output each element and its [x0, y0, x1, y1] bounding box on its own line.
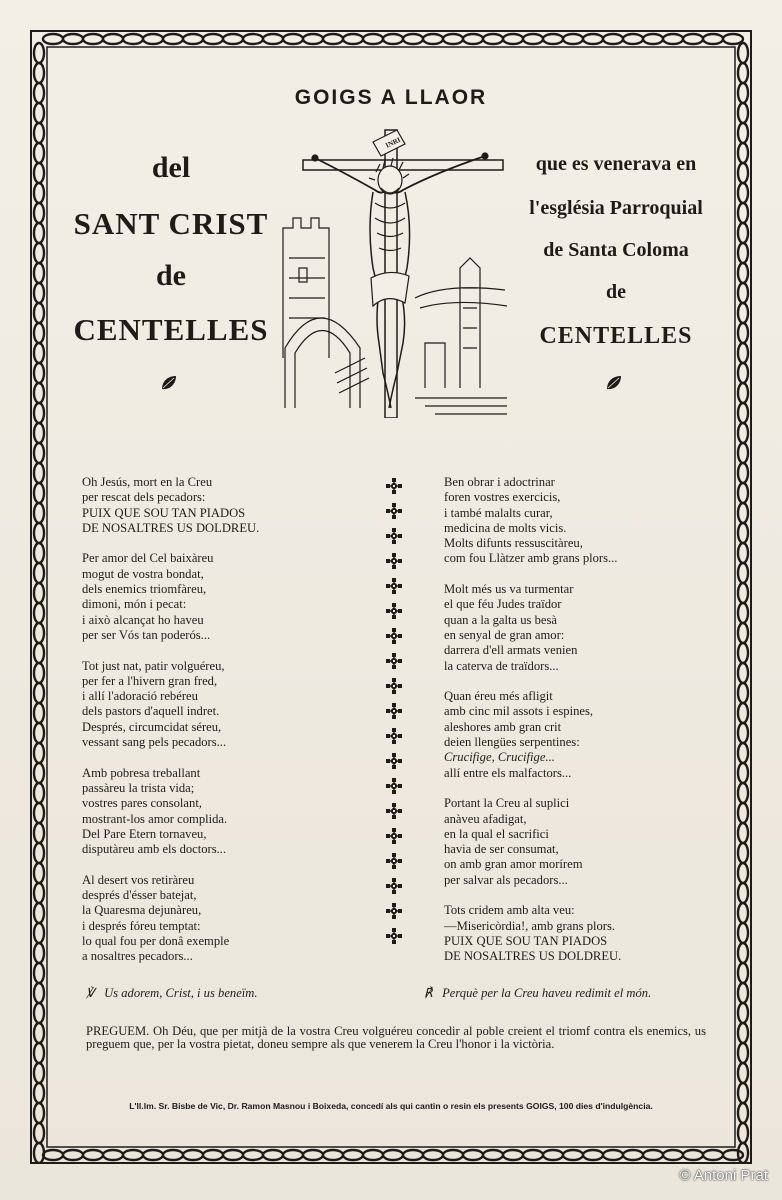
ornament-icon — [386, 653, 402, 669]
versicle-mark-icon: ℣ — [86, 986, 95, 1000]
verse-line: medicina de molts vicis. — [444, 520, 567, 535]
ornament-icon — [386, 603, 402, 619]
verse-line: el que féu Judes traïdor — [444, 597, 562, 612]
left-heading — [66, 150, 276, 358]
verse-line: com fou Llàtzer amb grans plors... — [444, 551, 618, 566]
right-heading — [506, 150, 726, 349]
stanza — [444, 796, 744, 888]
verse-line: deien llengües serpentines: — [444, 735, 580, 750]
verse-line: Quan éreu més afligit — [444, 689, 553, 704]
verse-line: dels pastors d'aquell indret. — [82, 704, 220, 719]
leaf-ornament-icon — [605, 375, 623, 391]
left-heading-line: de — [156, 259, 186, 292]
ornament-icon — [386, 878, 402, 894]
ornament-icon — [386, 478, 402, 494]
response — [424, 985, 651, 1001]
versicle-text: Us adorem, Crist, i us beneïm. — [104, 986, 258, 1000]
left-heading-line: del — [151, 151, 191, 184]
left-heading-line: CENTELLES — [73, 312, 269, 347]
verse-line: Portant la Creu al suplici — [444, 796, 570, 811]
verse-line: lo qual fou per donâ exemple — [82, 933, 230, 948]
indulgence-note: L'Il.lm. Sr. Bisbe de Vic, Dr. Ramon Masnou i Boixeda, concedí als qui cantin o resin els presents GOIGS, 100 dies d'indulgència. — [129, 1101, 653, 1111]
verse-line: —Misericòrdia!, amb grans plors. — [444, 918, 616, 933]
verse-line: i allí l'adoració rebéreu — [82, 689, 198, 704]
verse-line: a nosaltres pecadors... — [82, 949, 193, 964]
stanza — [444, 903, 744, 964]
leaf-ornament-icon — [160, 375, 178, 391]
left-heading-line: SANT CRIST — [73, 206, 269, 241]
stanza — [82, 475, 372, 536]
verse-line: en senyal de gran amor: — [444, 627, 565, 642]
verse-line: Del Pare Etern tornaveu, — [82, 826, 207, 841]
right-heading-line: de Santa Coloma — [543, 239, 689, 261]
right-heading-line: de — [606, 281, 626, 303]
verse-line: mostrant-los amor complida. — [82, 811, 228, 826]
verse-line: Al desert vos retiràreu — [82, 872, 195, 887]
ornament-column — [386, 478, 404, 953]
verse-line: passàreu la trista vida; — [82, 780, 195, 795]
stanza — [444, 582, 744, 674]
right-heading-line: l'església Parroquial — [529, 197, 703, 219]
verse-line: Oh Jesús, mort en la Creu — [82, 475, 213, 489]
verses-left-column — [82, 475, 372, 980]
verse-line: per rescat dels pecadors: — [82, 490, 206, 505]
copyright-watermark: © Antoni Prat — [679, 1167, 768, 1184]
ornament-icon — [386, 578, 402, 594]
ornament-icon — [386, 553, 402, 569]
verse-line: darrera d'ell armats venien — [444, 643, 578, 658]
verse-line: i això alcançat ho haveu — [82, 612, 204, 627]
verse-line: per fer a l'hivern gran fred, — [82, 673, 218, 688]
verse-line: foren vostres exercicis, — [444, 490, 561, 505]
verse-line: dels enemics triomfàreu, — [82, 582, 207, 597]
verse-line: DE NOSALTRES US DOLDREU. — [82, 520, 260, 535]
verse-line: Molts difunts ressuscitàreu, — [444, 536, 583, 551]
verse-line: en la qual el sacrifici — [444, 826, 549, 841]
versicle — [86, 985, 258, 1001]
verse-line: vostres pares consolant, — [82, 796, 202, 811]
ornament-icon — [386, 778, 402, 794]
response-text: Perquè per la Creu haveu redimit el món. — [442, 986, 652, 1000]
ornament-icon — [386, 753, 402, 769]
page-title: GOIGS A LLAOR — [294, 86, 488, 109]
ornament-icon — [386, 928, 402, 944]
ornament-icon — [386, 678, 402, 694]
ornament-icon — [386, 828, 402, 844]
ornament-icon — [386, 853, 402, 869]
verse-line: PUIX QUE SOU TAN PIADOS — [444, 933, 608, 948]
response-mark-icon: ℟ — [424, 986, 433, 1000]
verse-line: anàveu afadigat, — [444, 811, 527, 826]
stanza — [444, 689, 744, 781]
verse-line: DE NOSALTRES US DOLDREU. — [444, 949, 622, 964]
crucifix-illustration — [275, 118, 510, 418]
verse-line: Després, circumcidat séreu, — [82, 719, 222, 734]
stanza — [82, 659, 372, 751]
verse-line: quan a la galta us besà — [444, 612, 557, 627]
verse-line: Crucifige, Crucifige... — [444, 750, 555, 765]
stanza — [82, 551, 372, 643]
stanza — [82, 766, 372, 858]
ornament-icon — [386, 803, 402, 819]
verse-line: havia de ser consumat, — [444, 842, 559, 857]
verse-line: PUIX QUE SOU TAN PIADOS — [82, 505, 246, 520]
verse-line: mogut de vostra bondat, — [82, 566, 204, 581]
verse-line: per ser Vós tan poderós... — [82, 627, 211, 642]
verse-line: Ben obrar i adoctrinar — [444, 475, 555, 489]
verse-line: Amb pobresa treballant — [82, 765, 201, 780]
verse-line: Tot just nat, patir volguéreu, — [82, 658, 225, 673]
right-heading-line: CENTELLES — [539, 323, 693, 349]
verse-line: dimoni, món i pecat: — [82, 597, 187, 612]
verses-right-column — [444, 475, 744, 980]
ornament-icon — [386, 503, 402, 519]
verse-line: allí entre els malfactors... — [444, 765, 572, 780]
verse-line: vessant sang pels pecadors... — [82, 735, 227, 750]
verse-line: disputàreu amb els doctors... — [82, 842, 227, 857]
ornament-icon — [386, 703, 402, 719]
ornament-icon — [386, 628, 402, 644]
stanza — [82, 873, 372, 965]
verse-line: i també malalts curar, — [444, 505, 553, 520]
verse-line: i després fóreu temptat: — [82, 918, 201, 933]
verse-line: després d'ésser batejat, — [82, 888, 197, 903]
verse-line: Tots cridem amb alta veu: — [444, 903, 575, 918]
ornament-icon — [386, 528, 402, 544]
verse-line: la caterva de traïdors... — [444, 658, 559, 673]
verse-line: amb cinc mil assots i espines, — [444, 704, 594, 719]
verse-line: Per amor del Cel baixàreu — [82, 551, 214, 566]
verse-line: per salvar als pecadors... — [444, 872, 568, 887]
verse-line: on amb gran amor morírem — [444, 857, 583, 872]
ornament-icon — [386, 903, 402, 919]
stanza — [444, 475, 744, 567]
verse-line: Molt més us va turmentar — [444, 582, 574, 597]
prayer-text: PREGUEM. Oh Déu, que per mitjà de la vostra Creu volguéreu concedir al poble creient el triomf contra els enemics, us preguem que, per la vostra pietat, doneu sempre als que venerem la Creu l'honor i la victòria. — [86, 1024, 706, 1051]
verse-line: la Quaresma dejunàreu, — [82, 903, 202, 918]
inri-inscription: INRI — [384, 135, 402, 150]
right-heading-line: que es venerava en — [535, 153, 697, 175]
verse-line: aleshores amb gran crit — [444, 719, 562, 734]
ornament-icon — [386, 728, 402, 744]
